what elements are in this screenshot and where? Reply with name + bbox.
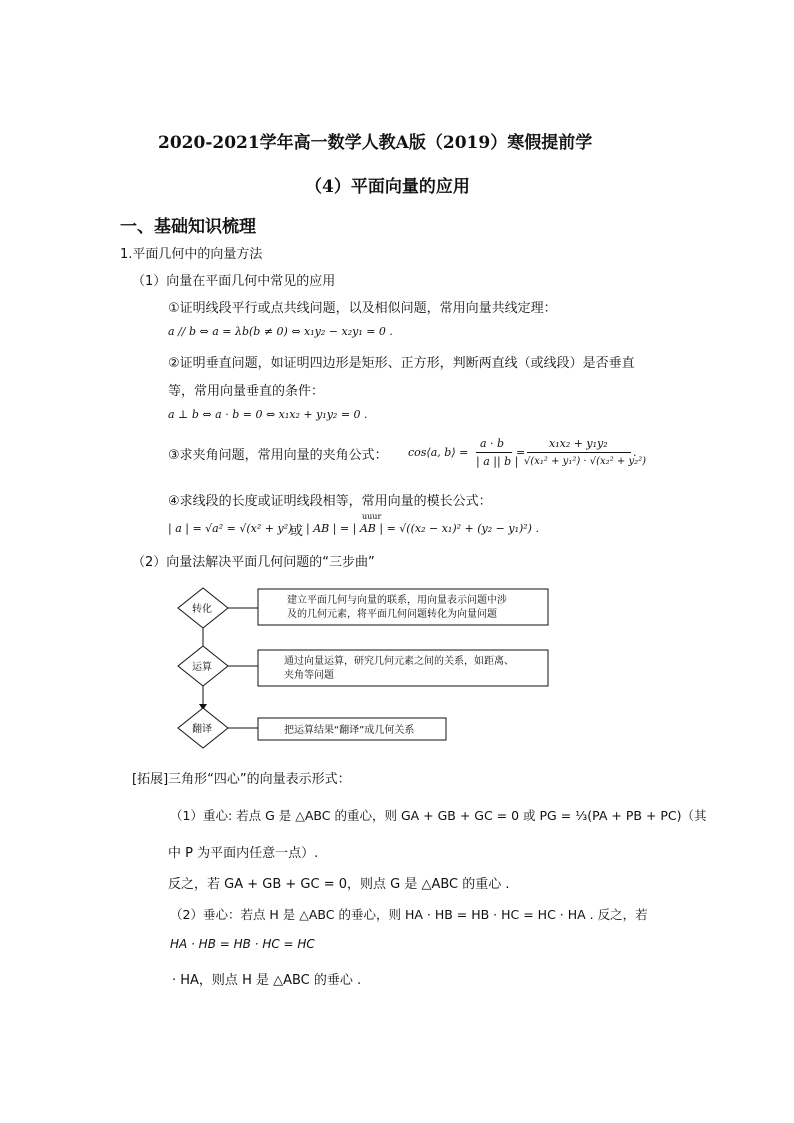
subsection-1: 1.平面几何中的向量方法	[120, 247, 263, 262]
formula-3-equals: =	[516, 446, 526, 459]
centroid-line-2: 中 P 为平面内任意一点）.	[168, 846, 319, 861]
formula-3-frac2-den: √(x₁² + y₁²) · √(x₂² + y₂²)	[524, 456, 647, 467]
item-3-text: ③求夹角问题，常用向量的夹角公式：	[168, 448, 388, 463]
formula-2: a ⊥ b ⇔ a · b = 0 ⇔ x₁x₂ + y₁y₂ = 0 .	[168, 408, 368, 421]
flow-step-3-label: 翻译	[192, 724, 212, 735]
subsection-1-2: （2）向量法解决平面几何问题的“三步曲”	[132, 555, 375, 570]
flowchart	[170, 580, 560, 750]
section-heading: 一、基础知识梳理	[120, 217, 256, 237]
orthocenter-line-3: · HA，则点 H 是 △ABC 的垂心 .	[172, 973, 362, 988]
flow-step-3	[178, 708, 446, 748]
subsection-1-1: （1）向量在平面几何中常见的应用	[132, 274, 336, 289]
formula-1: a // b ⇔ a = λb(b ≠ 0) ⇔ x₁y₂ − x₂y₁ = 0 .	[168, 325, 393, 338]
formula-3-frac1-den: | a || b |	[476, 455, 519, 468]
flow-step-1	[178, 588, 548, 628]
item-4-text: ④求线段的长度或证明线段相等，常用向量的模长公式：	[168, 494, 492, 509]
flow-step-3-desc-1: 把运算结果“翻译”成几何关系	[284, 725, 415, 736]
orthocenter-line-2: HA · HB = HB · HC = HC	[170, 937, 315, 951]
flow-step-2-label: 运算	[192, 662, 212, 673]
title-line-1: 2020-2021学年高一数学人教A版（2019）寒假提前学	[158, 133, 593, 153]
flow-step-2-desc-2: 夹角等问题	[284, 670, 334, 681]
formula-3-left: cos⟨a, b⟩ =	[408, 446, 469, 459]
item-2-line-1: ②证明垂直问题，如证明四边形是矩形、正方形，判断两直线（或线段）是否垂直	[168, 356, 635, 371]
formula-4-a: | a | = √a² = √(x² + y²)	[168, 522, 293, 535]
formula-3-frac2-bar	[527, 452, 631, 453]
centroid-line-1: （1）重心: 若点 G 是 △ABC 的重心，则 GA + GB + GC = 0 或 PG = ⅓(PA + PB + PC)（其	[170, 808, 707, 823]
formula-3-frac1-num: a · b	[480, 437, 505, 450]
vector-arrow-ab: uuur	[362, 512, 382, 521]
flow-step-2-desc-1: 通过向量运算，研究几何元素之间的关系，如距离、	[284, 656, 514, 667]
flow-step-2	[178, 646, 548, 686]
formula-3-frac1-bar	[476, 452, 512, 453]
title-line-2: （4）平面向量的应用	[305, 177, 470, 197]
flow-step-1-label: 转化	[192, 604, 212, 615]
flow-step-1-desc-1: 建立平面几何与向量的联系，用向量表示问题中涉	[287, 595, 507, 606]
centroid-line-3: 反之，若 GA + GB + GC = 0，则点 G 是 △ABC 的重心 .	[168, 877, 510, 892]
formula-3-period: .	[633, 446, 637, 459]
extension-heading: [拓展]三角形“四心”的向量表示形式：	[132, 772, 351, 787]
formula-3-frac2-num: x₁x₂ + y₁y₂	[549, 437, 608, 450]
item-1-text: ①证明线段平行或点共线问题，以及相似问题，常用向量共线定理：	[168, 301, 557, 316]
item-2-line-2: 等，常用向量垂直的条件：	[168, 384, 325, 399]
orthocenter-line-1: （2）垂心：若点 H 是 △ABC 的垂心，则 HA · HB = HB · HC = HC · HA . 反之，若	[170, 907, 648, 922]
flow-step-1-desc-2: 及的几何元素，将平面几何问题转化为向量问题	[287, 609, 497, 620]
formula-4-or: 或	[290, 524, 304, 539]
formula-4-b: | AB | = | AB | = √((x₂ − x₁)² + (y₂ − y₁)²) .	[306, 522, 539, 535]
